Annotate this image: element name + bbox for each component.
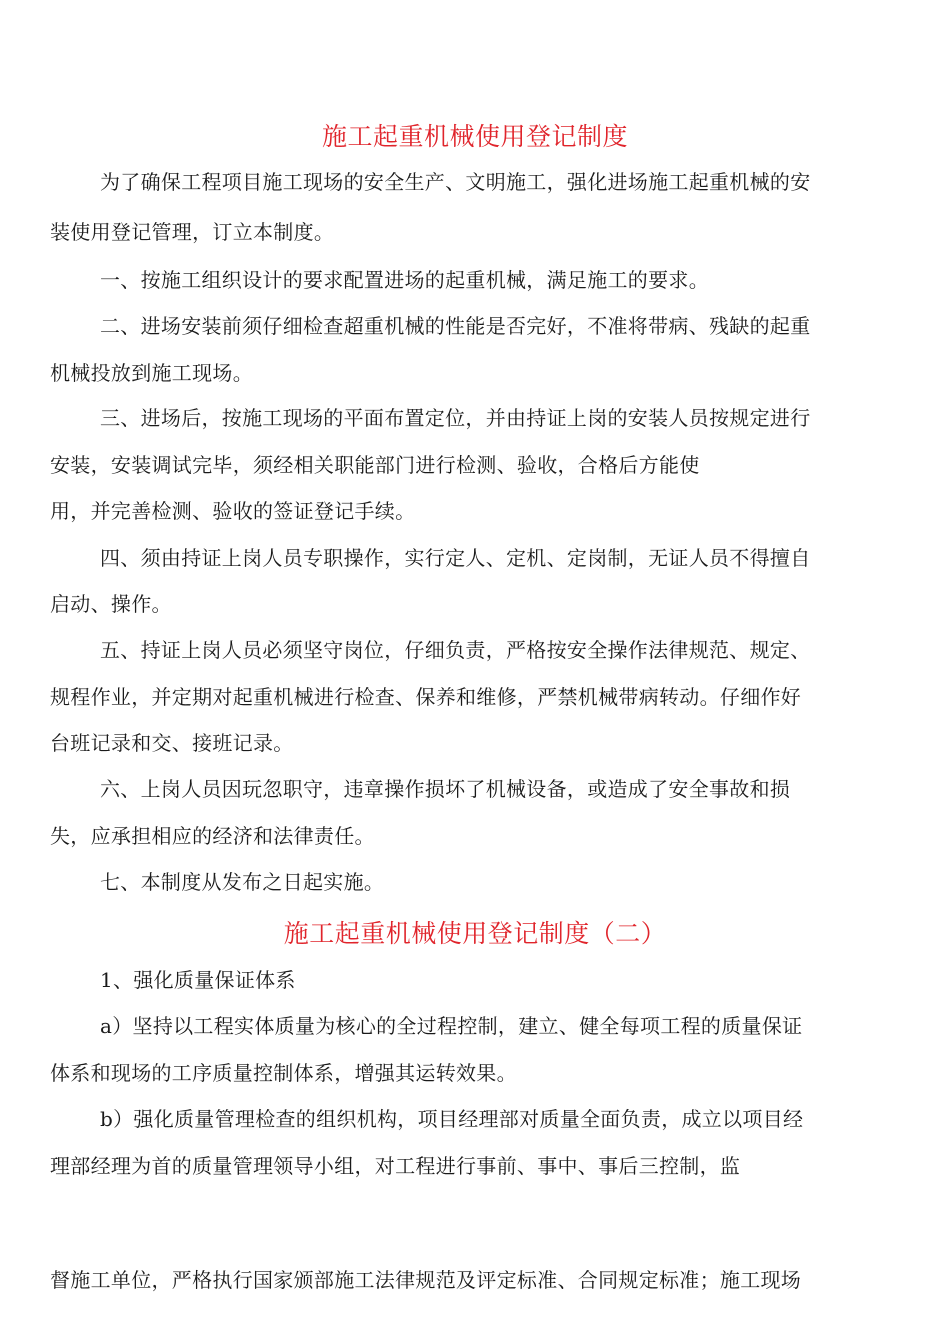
paragraph-line: 督施工单位，严格执行国家颁部施工法律规范及评定标准、合同规定标准；施工现场 (50, 1268, 802, 1292)
paragraph-line: 理部经理为首的质量管理领导小组，对工程进行事前、事中、事后三控制，监 (50, 1154, 741, 1178)
paragraph-line: 台班记录和交、接班记录。 (50, 731, 294, 755)
paragraph-line: 1、强化质量保证体系 (100, 968, 296, 992)
paragraph-line: 失，应承担相应的经济和法律责任。 (50, 824, 375, 848)
paragraph-line: 安装，安装调试完毕，须经相关职能部门进行检测、验收，合格后方能使 (50, 453, 700, 477)
paragraph-line: 装使用登记管理，订立本制度。 (50, 220, 335, 244)
paragraph-line: 五、持证上岗人员必须坚守岗位，仔细负责，严格按安全操作法律规范、规定、 (100, 638, 811, 662)
paragraph-line: 体系和现场的工序质量控制体系，增强其运转效果。 (50, 1061, 517, 1085)
paragraph-line: 七、本制度从发布之日起实施。 (100, 870, 385, 894)
paragraph-line: 规程作业，并定期对起重机械进行检查、保养和维修，严禁机械带病转动。仔细作好 (50, 685, 802, 709)
paragraph-line: 一、按施工组织设计的要求配置进场的起重机械，满足施工的要求。 (100, 268, 709, 292)
paragraph-line: b）强化质量管理检查的组织机构，项目经理部对质量全面负责，成立以项目经 (100, 1107, 804, 1131)
paragraph-line: 为了确保工程项目施工现场的安全生产、文明施工，强化进场施工起重机械的安 (100, 170, 811, 194)
paragraph-line: 机械投放到施工现场。 (50, 361, 253, 385)
paragraph-line: 用，并完善检测、验收的签证登记手续。 (50, 499, 416, 523)
paragraph-line: 三、进场后，按施工现场的平面布置定位，并由持证上岗的安装人员按规定进行 (100, 406, 811, 430)
paragraph-line: a）坚持以工程实体质量为核心的全过程控制，建立、健全每项工程的质量保证 (100, 1014, 803, 1038)
paragraph-line: 四、须由持证上岗人员专职操作，实行定人、定机、定岗制，无证人员不得擅自 (100, 546, 811, 570)
paragraph-line: 六、上岗人员因玩忽职守，违章操作损坏了机械设备，或造成了安全事故和损 (100, 777, 791, 801)
paragraph-line: 启动、操作。 (50, 592, 172, 616)
document-title: 施工起重机械使用登记制度 (321, 122, 628, 151)
paragraph-line: 二、进场安装前须仔细检查超重机械的性能是否完好，不准将带病、残缺的起重 (100, 314, 811, 338)
section-title: 施工起重机械使用登记制度（二） (283, 919, 667, 948)
